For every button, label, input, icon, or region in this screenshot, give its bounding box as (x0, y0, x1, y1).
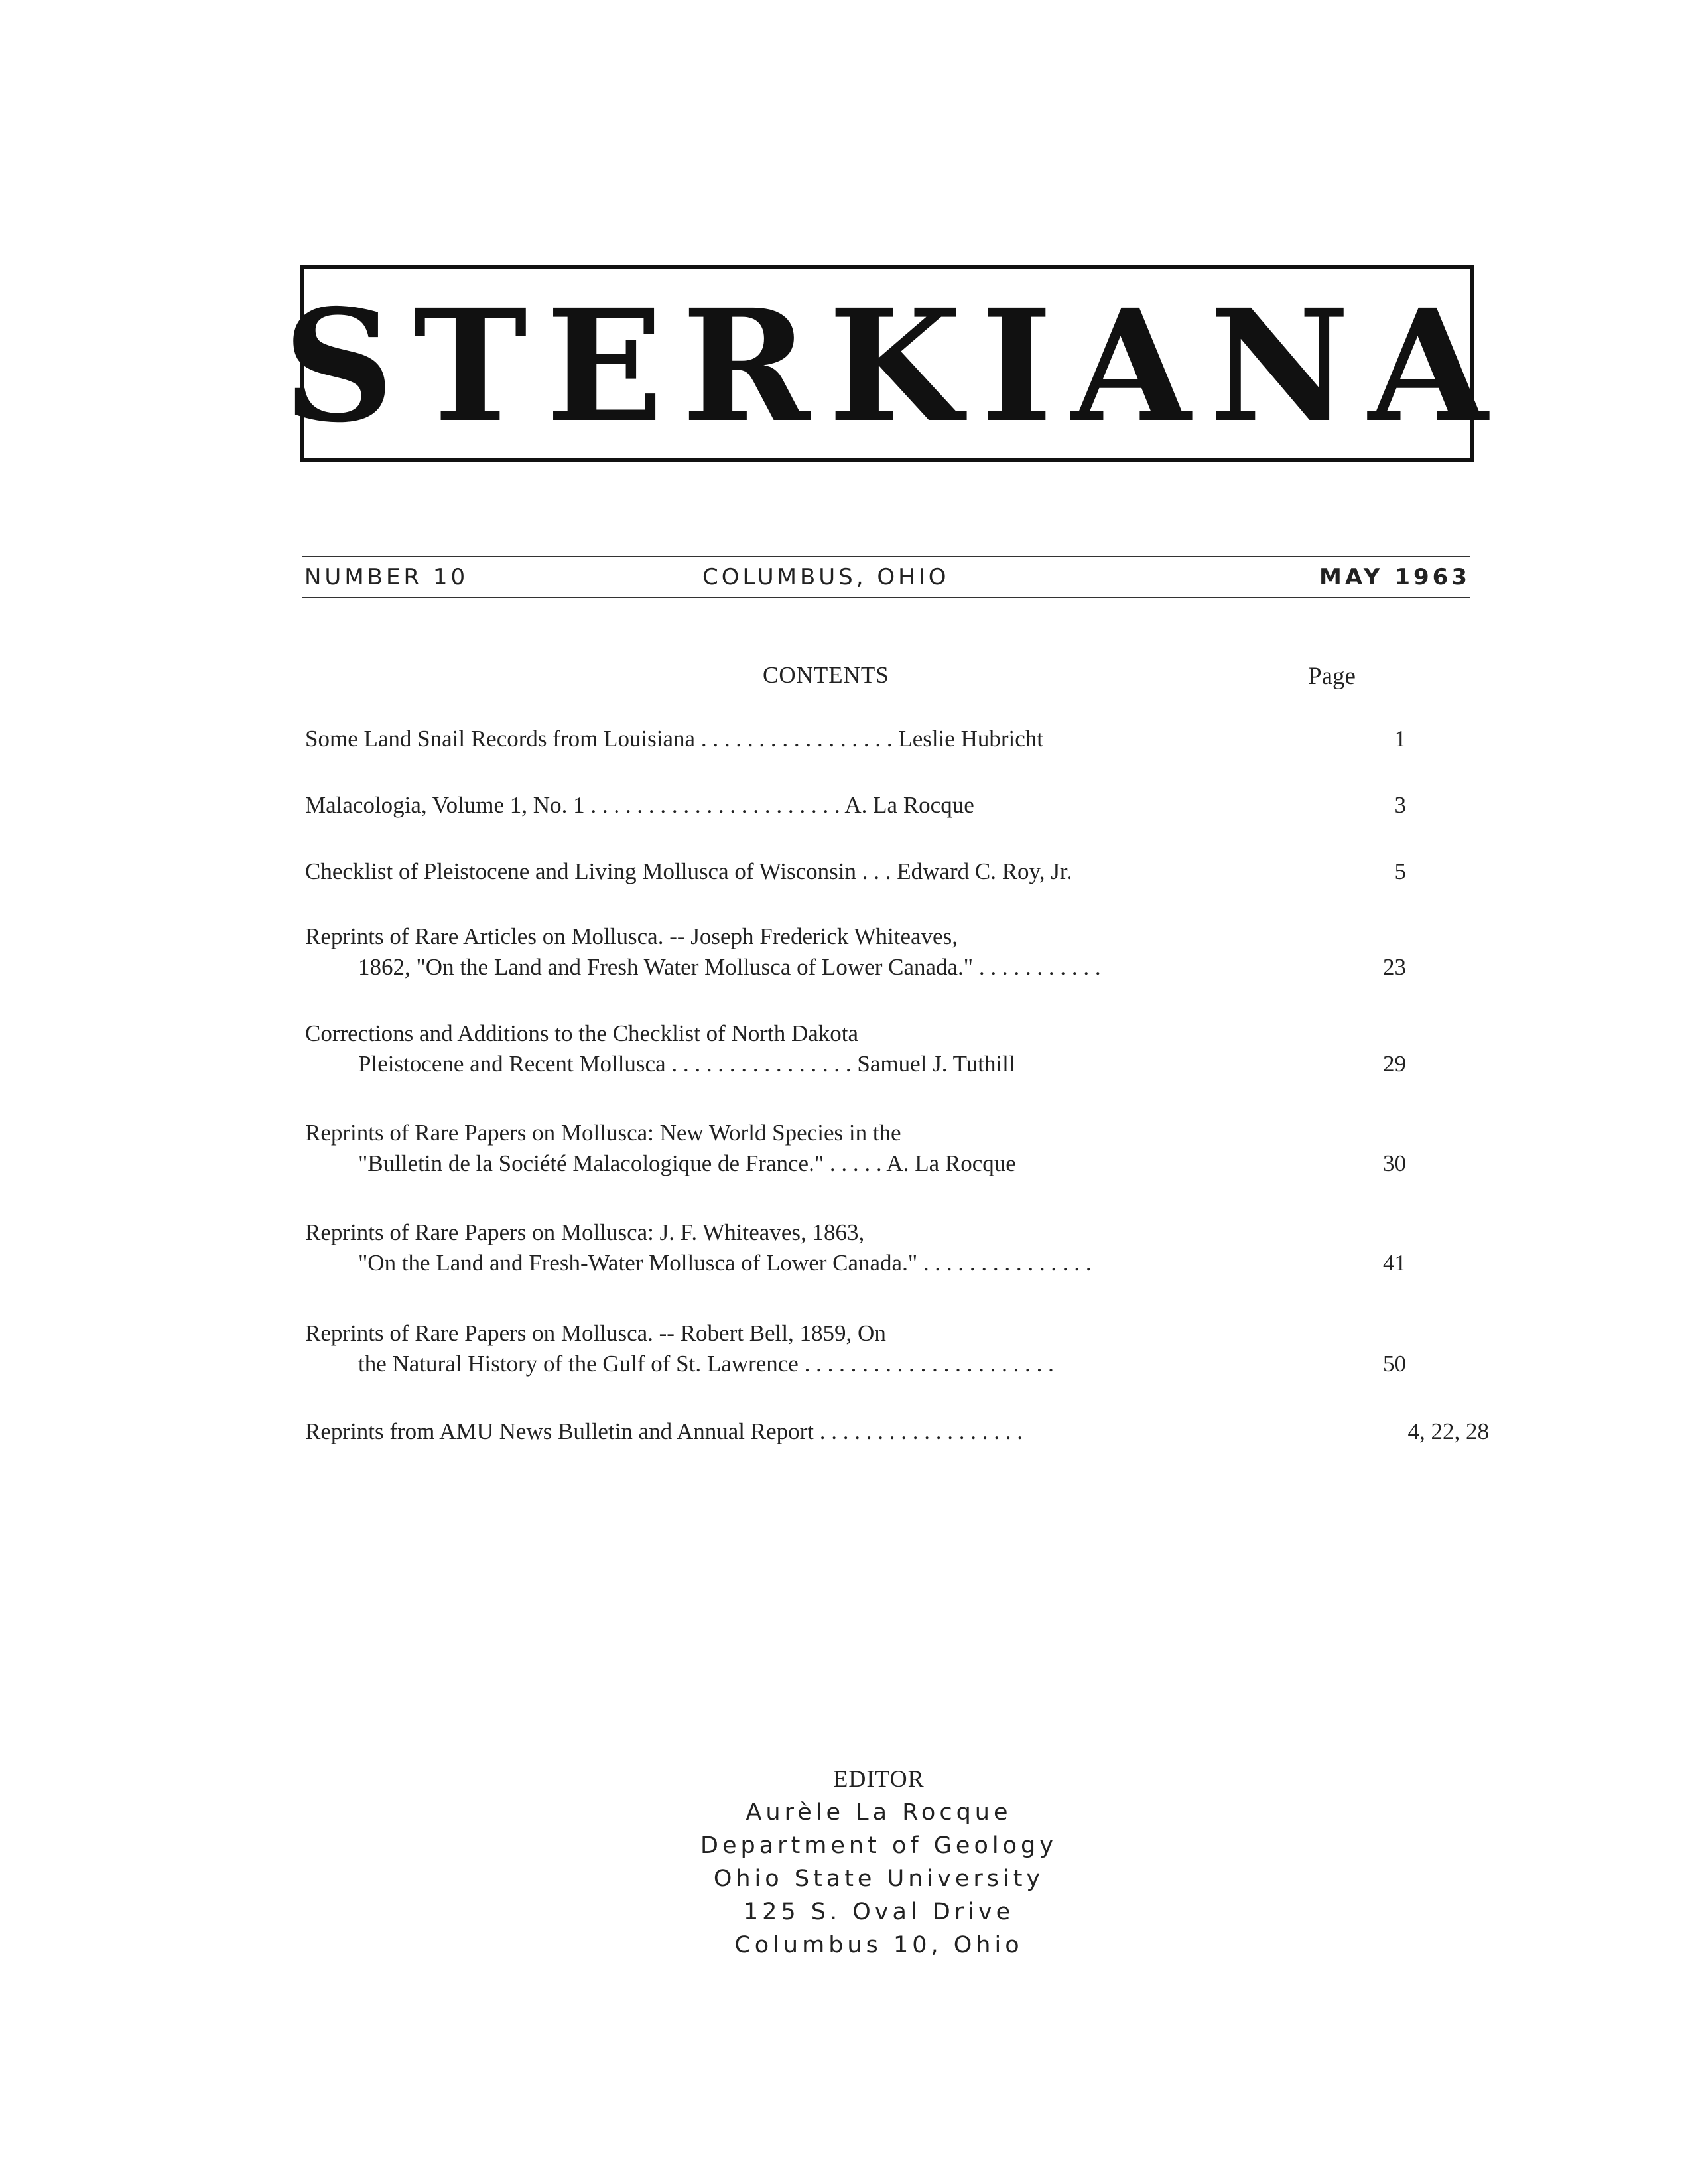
entry-title-line: Reprints from AMU News Bulletin and Annual Report . . . . . . . . . . . . . . . . . . (305, 1418, 1023, 1444)
editor-city: Columbus 10, Ohio (734, 1932, 1023, 1958)
editor-university: Ohio State University (713, 1866, 1045, 1892)
editor-street: 125 S. Oval Drive (743, 1899, 1015, 1925)
editor-heading: EDITOR (833, 1765, 925, 1792)
contents-entry (305, 1219, 1433, 1280)
issue-date: MAY 1963 (1319, 564, 1470, 590)
masthead-box (283, 265, 1507, 462)
contents-heading: CONTENTS (763, 662, 889, 688)
entry-title-line: the Natural History of the Gulf of St. Lawrence . . . . . . . . . . . . . . . . . . . . . . (358, 1351, 1054, 1377)
entry-page-number: 3 (1394, 792, 1406, 818)
contents-entry (305, 1120, 1433, 1181)
contents-entry (305, 1320, 1433, 1381)
entry-title-line: Pleistocene and Recent Mollusca . . . . . . . . . . . . . . . . Samuel J. Tuthill (358, 1051, 1015, 1077)
entry-page-number: 50 (1383, 1351, 1406, 1377)
entry-title-line: Checklist of Pleistocene and Living Mollusca of Wisconsin . . . Edward C. Roy, Jr. (305, 858, 1072, 884)
issue-number: NUMBER 10 (304, 564, 469, 590)
contents-entry (305, 858, 1433, 889)
entry-title-line: Reprints of Rare Papers on Mollusca. -- Robert Bell, 1859, On (305, 1320, 886, 1346)
entry-title-line: 1862, "On the Land and Fresh Water Mollusca of Lower Canada." . . . . . . . . . . . (358, 954, 1101, 980)
contents-entry (305, 1020, 1433, 1081)
editor-department: Department of Geology (700, 1832, 1057, 1859)
entry-title-line: Some Land Snail Records from Louisiana . . . . . . . . . . . . . . . . . Leslie Hubricht (305, 726, 1044, 752)
entry-title-line: Corrections and Additions to the Checklist of North Dakota (305, 1020, 859, 1046)
issue-line-bottom-rule (302, 597, 1470, 598)
editor-block (663, 1765, 1094, 1965)
entry-title-line: Malacologia, Volume 1, No. 1 . . . . . . . . . . . . . . . . . . . . . . A. La Rocque (305, 792, 974, 818)
issue-place: COLUMBUS, OHIO (702, 564, 950, 590)
entry-title-line: Reprints of Rare Papers on Mollusca: J. F. Whiteaves, 1863, (305, 1219, 865, 1245)
entry-title-line: Reprints of Rare Articles on Mollusca. -- Joseph Frederick Whiteaves, (305, 923, 958, 949)
entry-page-number: 23 (1383, 954, 1406, 980)
entry-page-number: 30 (1383, 1150, 1406, 1176)
entry-page-number: 5 (1394, 858, 1406, 884)
journal-title: STERKIANA (283, 275, 1507, 456)
page-column-heading: Page (1308, 663, 1356, 690)
contents-entry (305, 726, 1433, 756)
entry-page-number: 4, 22, 28 (1407, 1418, 1489, 1444)
entry-page-number: 29 (1383, 1051, 1406, 1077)
contents-entry (305, 1418, 1489, 1449)
entry-page-number: 1 (1394, 726, 1406, 752)
entry-title-line: "On the Land and Fresh-Water Mollusca of Lower Canada." . . . . . . . . . . . . . . . (358, 1250, 1092, 1276)
contents-entry (305, 923, 1433, 985)
editor-name: Aurèle La Rocque (746, 1799, 1012, 1826)
entry-title-line: Reprints of Rare Papers on Mollusca: New World Species in the (305, 1120, 901, 1146)
entry-page-number: 41 (1383, 1250, 1406, 1276)
issue-line-top-rule (302, 556, 1470, 557)
entry-title-line: "Bulletin de la Société Malacologique de France." . . . . . A. La Rocque (358, 1150, 1016, 1176)
issue-info-line (302, 561, 1470, 594)
contents-entry (305, 792, 1433, 823)
